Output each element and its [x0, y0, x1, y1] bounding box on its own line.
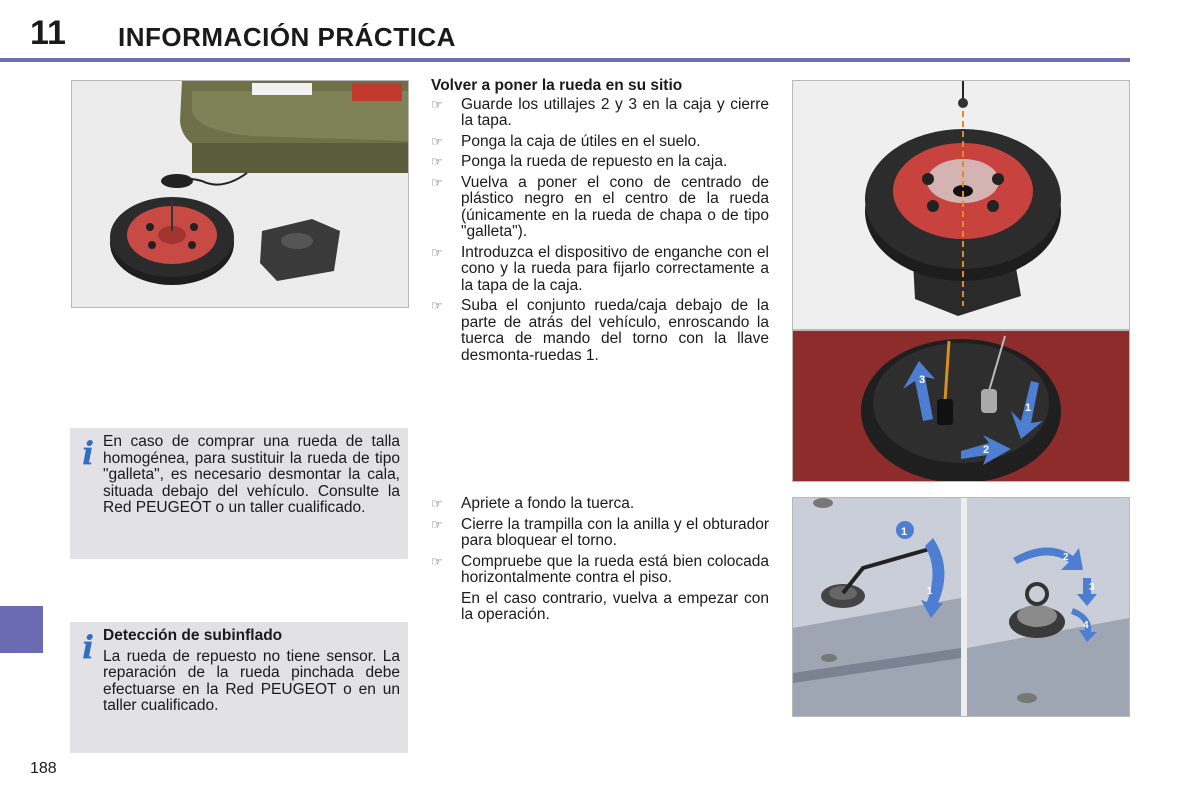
pointing-hand-icon: ☞: [431, 298, 443, 313]
info-box-heading: Detección de subinflado: [103, 627, 283, 644]
page-number: 188: [30, 760, 57, 777]
pointing-hand-icon: ☞: [431, 553, 443, 569]
instructions-column-2: [431, 496, 769, 624]
info-box-underinflation-detection: [70, 622, 408, 753]
header-rule: [0, 58, 1130, 62]
pointing-hand-icon: ☞: [431, 516, 443, 532]
chapter-number: 11: [30, 14, 66, 52]
pointing-hand-icon: ☞: [431, 244, 443, 260]
list-item: ☞ Guarde los utillajes 2 y 3 en la caja y cierre la tapa.: [431, 95, 769, 129]
list-item: ☞ Compruebe que la rueda está bien colocada horizontalmente contra el piso.: [431, 552, 769, 586]
note-text: En el caso contrario, vuelva a empezar con la operación.: [461, 589, 769, 623]
instructions-column: [431, 78, 769, 368]
info-icon: i: [82, 628, 95, 666]
info-box-text: En caso de comprar una rueda de talla homogénea, para sustituir la rueda de tipo "galleta", es necesario desmontar la cala, situada debajo del vehículo. Consulte la Red PEUGEOT o un taller cualificado.: [103, 433, 400, 516]
list-item: ☞ Suba el conjunto rueda/caja debajo de la parte de atrás del vehículo, enroscando la tuerca de mando del torno con la llave desmonta-ruedas 1.: [431, 297, 769, 364]
list-item: ☞ Ponga la rueda de repuesto en la caja.: [431, 153, 728, 170]
arrow-label: 1: [1025, 402, 1032, 414]
trunk-floor-hatch-image: [792, 497, 1130, 717]
pointing-hand-icon: ☞: [431, 174, 443, 190]
list-item: ☞ Cierre la trampilla con la anilla y el obturador para bloquear el torno.: [431, 515, 769, 549]
step-label: 1: [901, 526, 908, 538]
step-label: 1: [927, 586, 933, 597]
info-box-homogeneous-wheel: [70, 428, 408, 559]
pointing-hand-icon: ☞: [431, 133, 443, 149]
spare-wheel-under-car-image: [71, 80, 409, 308]
pointing-hand-icon: ☞: [431, 496, 443, 511]
pointing-hand-icon: ☞: [431, 96, 443, 112]
chapter-side-tab: [0, 606, 43, 653]
list-item: ☞ Vuelva a poner el cono de centrado de plástico negro en el centro de la rueda (únicamente en la rueda de chapa o de tipo "galleta").: [431, 173, 769, 240]
step-label: 4: [1083, 620, 1089, 631]
arrow-label: 2: [983, 444, 990, 456]
chapter-title: INFORMACIÓN PRÁCTICA: [118, 22, 456, 52]
arrow-label: 3: [919, 374, 926, 386]
steps-list-2: [431, 496, 769, 587]
list-item: ☞ Ponga la caja de útiles en el suelo.: [431, 132, 701, 150]
section-heading: Volver a poner la rueda en su sitio: [431, 77, 683, 94]
step-label: 3: [1089, 582, 1095, 593]
steps-list: [431, 97, 769, 365]
wheel-and-box-assembly-image: [792, 80, 1130, 330]
pointing-hand-icon: ☞: [431, 154, 443, 169]
winch-nut-underbody-image: [792, 330, 1130, 482]
list-item: ☞ Introduzca el dispositivo de enganche con el cono y la rueda para fijarlo correctamente a la tapa de la caja.: [431, 243, 769, 294]
list-item: ☞ Apriete a fondo la tuerca.: [431, 495, 635, 512]
info-box-text: La rueda de repuesto no tiene sensor. La reparación de la rueda pinchada debe efectuarse en la Red PEUGEOT o en un taller cualificado.: [103, 647, 400, 714]
step-label: 2: [1063, 552, 1069, 563]
info-icon: i: [82, 434, 95, 472]
